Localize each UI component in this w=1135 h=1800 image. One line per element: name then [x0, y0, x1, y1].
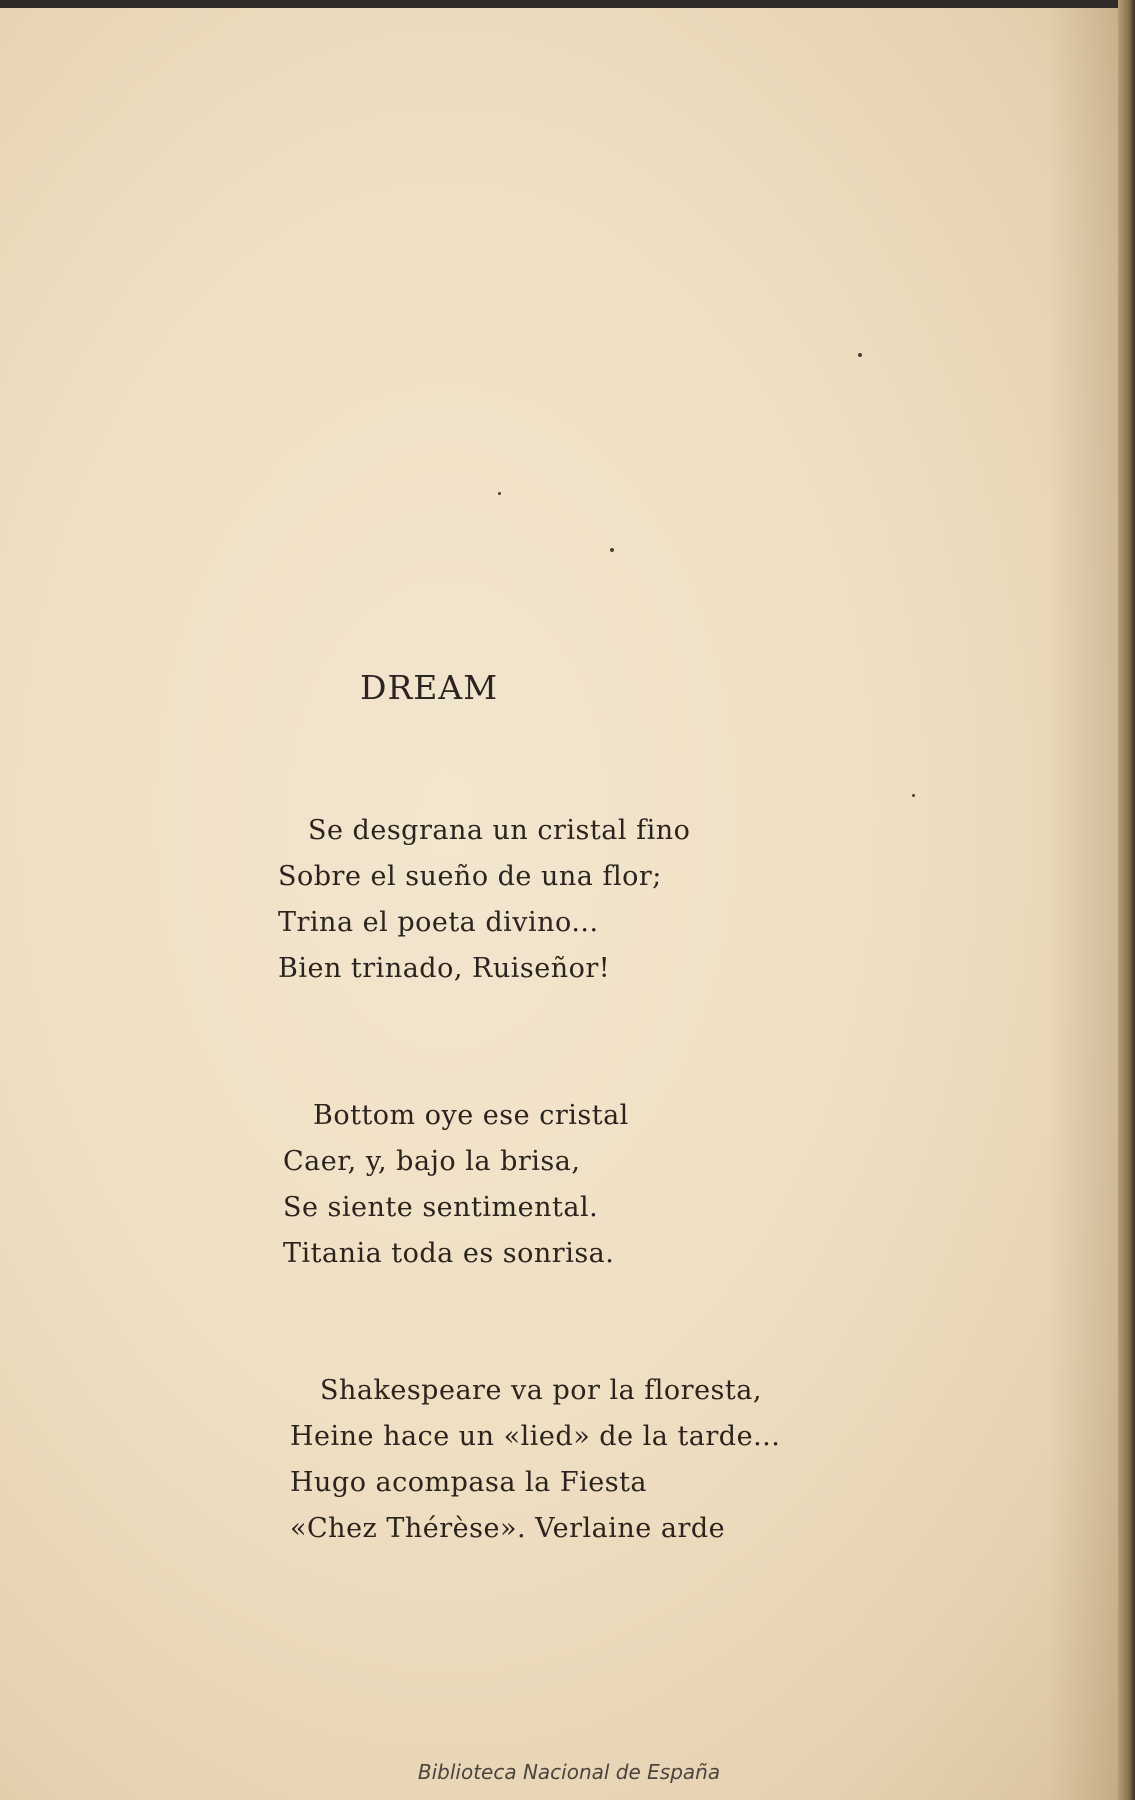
- verse-line: Caer, y, bajo la brisa,: [283, 1146, 581, 1177]
- paper-speck: [912, 794, 915, 797]
- poem-title: DREAM: [360, 668, 499, 707]
- book-edge: [1118, 0, 1135, 1800]
- verse-line: Sobre el sueño de una flor;: [278, 861, 662, 892]
- verse-line: Hugo acompasa la Fiesta: [290, 1467, 648, 1498]
- scan-top-border: [0, 0, 1135, 8]
- paper-speck: [498, 492, 501, 495]
- verse-line: Trina el poeta divino...: [278, 907, 599, 938]
- verse-line: Se siente sentimental.: [283, 1192, 599, 1223]
- verse-line: Shakespeare va por la floresta,: [320, 1375, 762, 1406]
- library-watermark: Biblioteca Nacional de España: [417, 1760, 721, 1784]
- paper-speck: [858, 353, 862, 357]
- verse-line: Heine hace un «lied» de la tarde...: [290, 1421, 781, 1452]
- stanza-3: [290, 1368, 780, 1552]
- verse-line: Titania toda es sonrisa.: [283, 1238, 615, 1269]
- stanza-2: [283, 1093, 629, 1277]
- stanza-1: [278, 808, 690, 992]
- verse-line: Se desgrana un cristal fino: [308, 815, 691, 846]
- paper-speck: [610, 548, 614, 552]
- book-page: [0, 8, 1118, 1800]
- verse-line: Bien trinado, Ruiseñor!: [278, 953, 611, 984]
- verse-line: «Chez Thérèse». Verlaine arde: [290, 1513, 726, 1544]
- verse-line: Bottom oye ese cristal: [313, 1100, 629, 1131]
